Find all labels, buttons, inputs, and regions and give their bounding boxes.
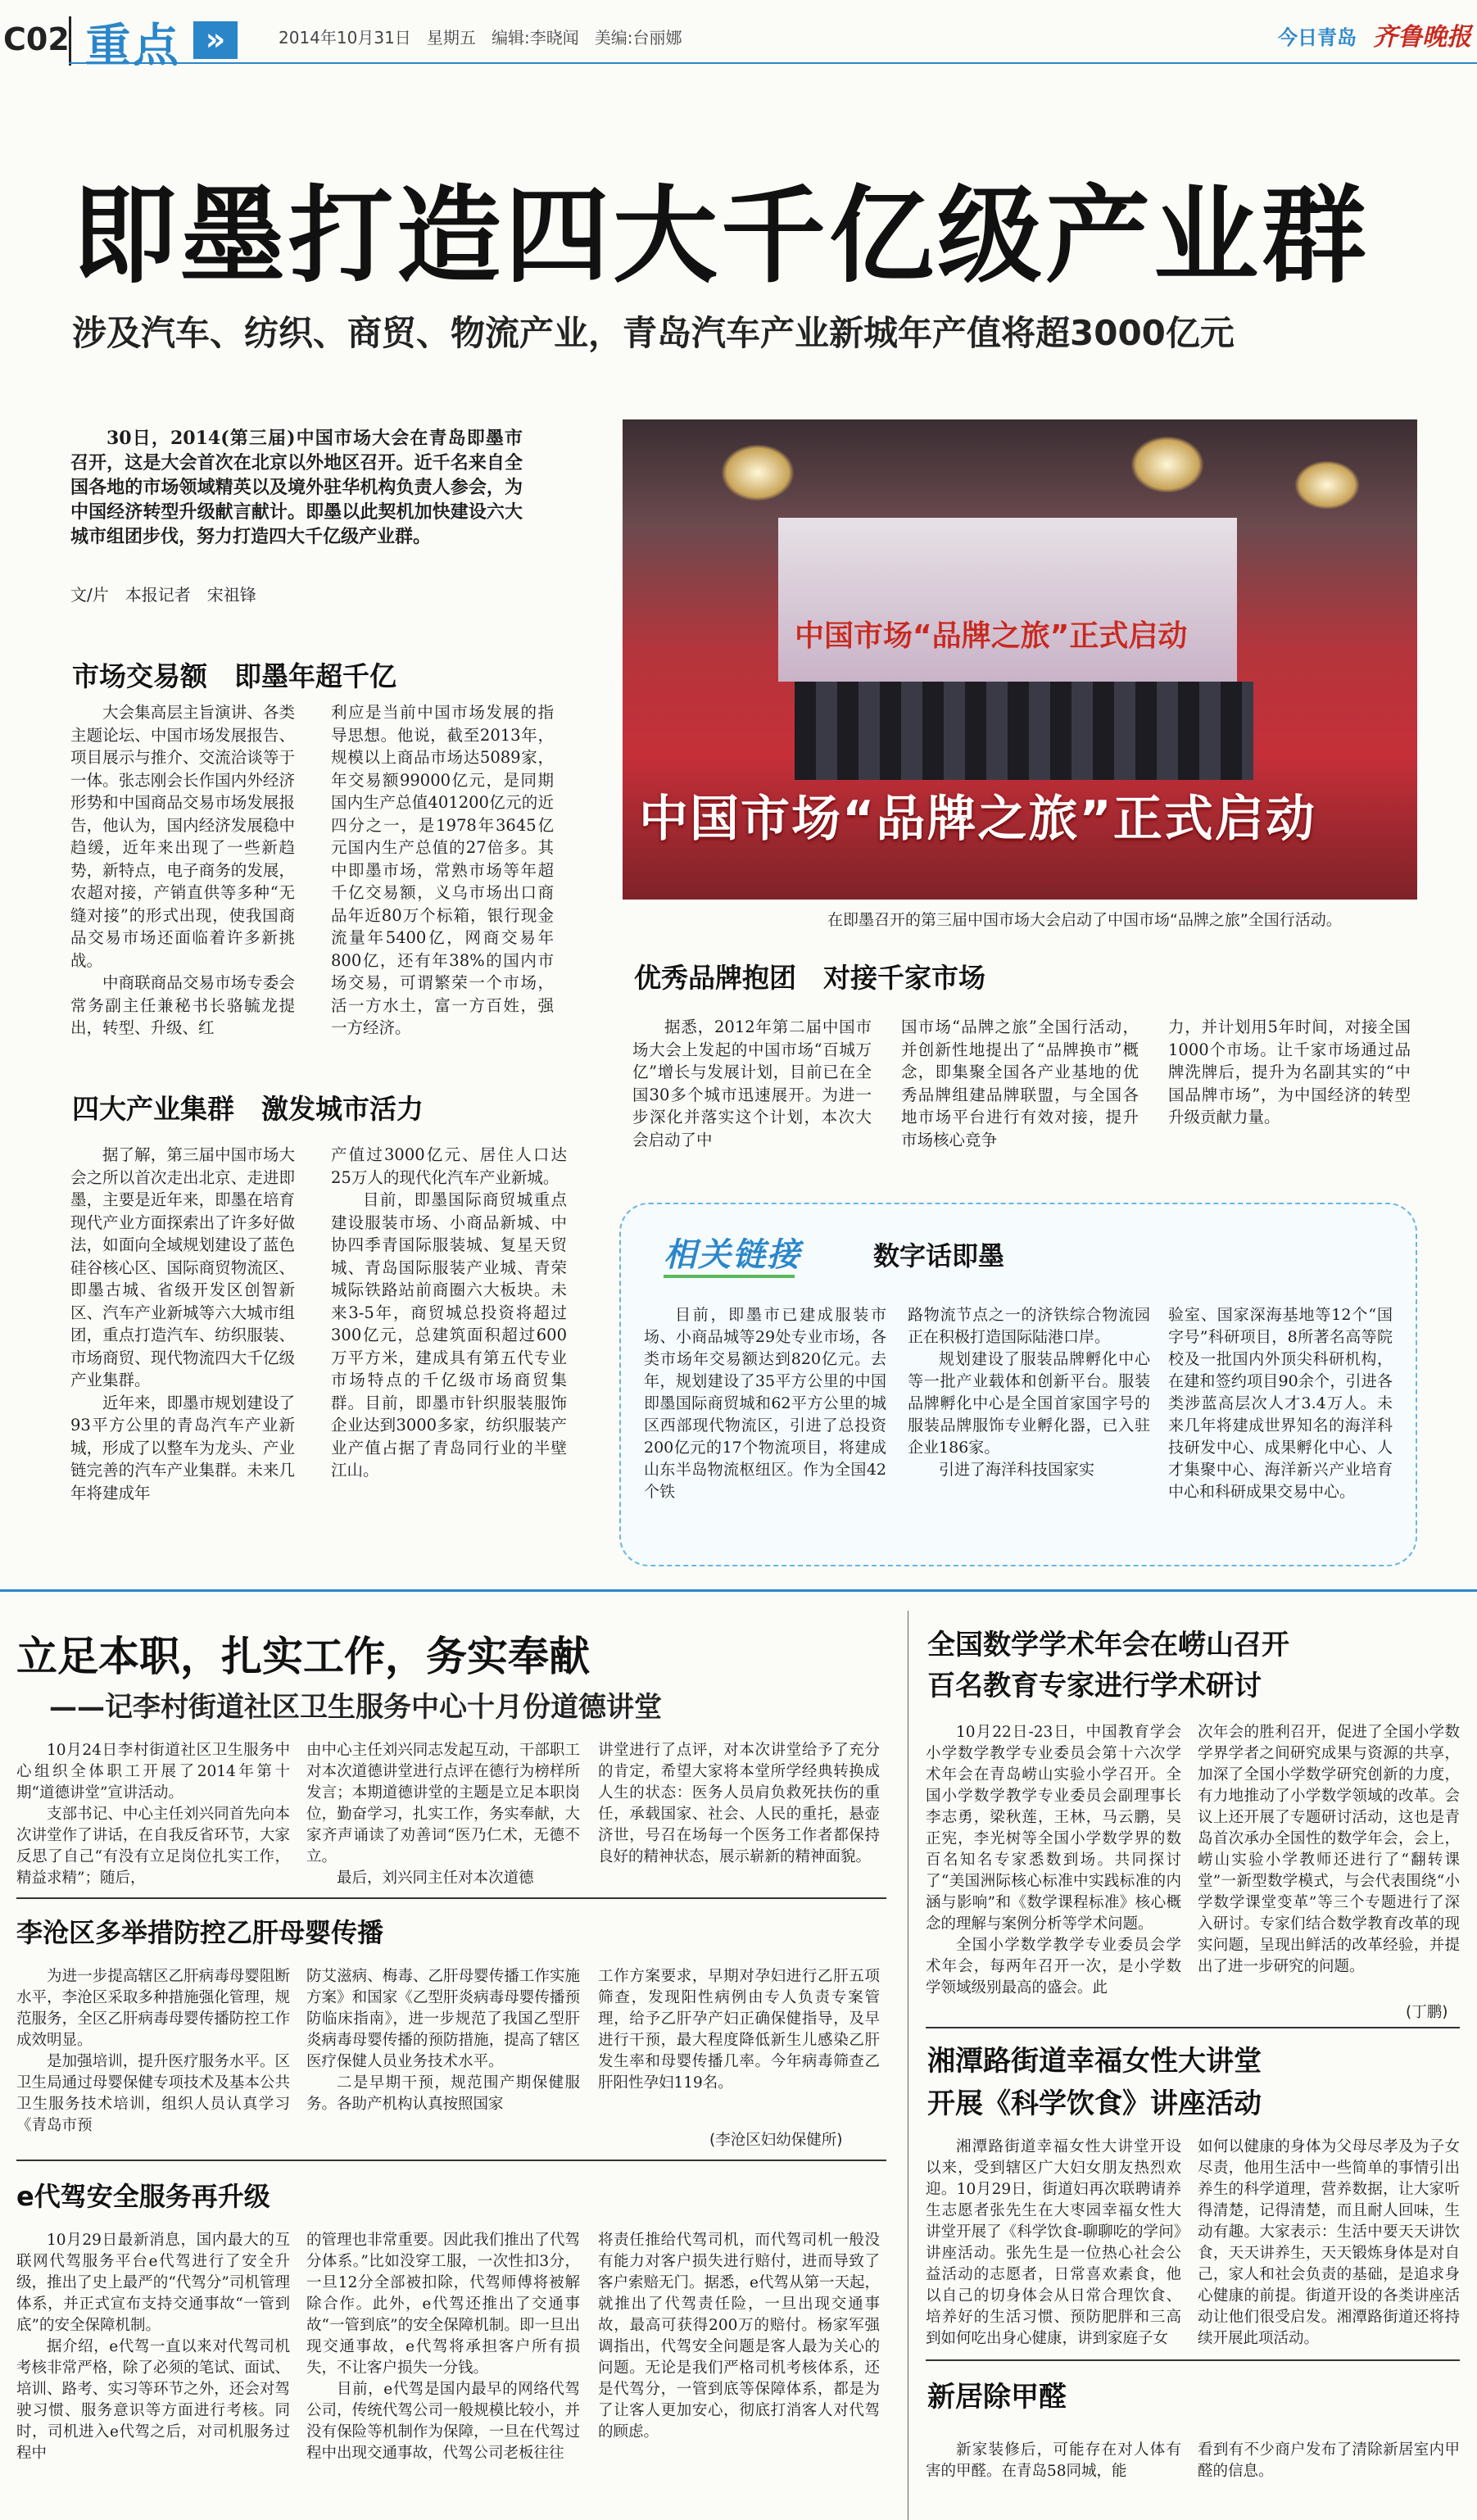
story-e-headline-2: 开展《科学饮食》讲座活动 (927, 2087, 1262, 2120)
related-logo-underline (664, 1275, 795, 1278)
story-e-col1: 湘潭路街道幸福女性大讲堂开设以来，受到辖区广大妇女朋友热烈欢迎。10月29日，街道妇再次联聘请养生志愿者张先生在大枣园幸福女性大讲堂开展了《科学饮食-聊聊吃的学问》讲座活动。张先生是一位热心社会公益活动的志愿者，日常喜欢素食，他以自己的切身体会从日常合理饮食、培养好的生活习惯、预防肥胖和三高到如何吃出身心健康，讲到家庭子女 (926, 2138, 1181, 2347)
story-d-col2: 次年会的胜利召开，促进了全国小学数学界学者之间研究成果与资源的共享，加深了全国小学数学研究创新的力度，有力地推动了小学数学领域的改革。会议上还开展了专题研讨活动，这也是青岛首次承办全国性的数学年会，会上，崂山实验小学教师还进行了“翻转课堂”一新型数学模式，与会代表围绕“小学数学课堂变革”等三个专题进行了深入研讨。专家们结合数学教育改革的现实问题，呈现出鲜活的改革经验，并提出了进一步研究的问题。 (1198, 1724, 1460, 1975)
story-b-col3: 工作方案要求，早期对孕妇进行乙肝五项筛查，发现阳性病例由专人负责专案管理，给予乙肝孕产妇正确保健指导，及早进行干预，最大程度降低新生儿感染乙肝发生率和母婴传播几率。今年病毒筛查乙肝阳性孕妇119名。 (598, 1968, 880, 2092)
column-name: 今日青岛 (1278, 26, 1357, 49)
story-d-headline-1: 全国数学学术年会在崂山召开 (927, 1629, 1289, 1661)
chandelier-left (721, 444, 795, 501)
chandelier-right (1130, 436, 1204, 493)
sec3-col1: 据悉，2012年第二届中国市场大会上发起的中国市场“百城万亿”增长与发展计划，目前已在全国30多个城市迅速展开。为进一步深化并落实这个计划，本次大会启动了中 (632, 1018, 872, 1149)
story-a-b-rule (16, 1897, 886, 1899)
story-b-source: (李沧区妇幼保健所) (709, 2132, 843, 2149)
sec1-col2: 利应是当前中国市场发展的指导思想。他说，截至2013年，规模以上商品市场达5089家，年交易额99000亿元，是同期国内生产总值401200亿元的近四分之一，是1978年3645亿元国内生产总值的27倍多。其中即墨市场，常熟市场等年超千亿交易额，义乌市场出口商品年近80万个标箱，银行现金流量年5400亿，网商交易年800亿，还有年38%的国内市场交易，可谓繁荣一个市场，活一方水土，富一方百姓，强一方经济。 (331, 703, 554, 1037)
story-c-headline: e代驾安全服务再升级 (16, 2181, 270, 2212)
story-a-headline: 立足本职，扎实工作，务实奉献 (16, 1633, 590, 1680)
story-a-col2: 由中心主任刘兴同志发起互动，干部职工对本次道德讲堂进行点评在德行为榜样所发言；本期道德讲堂的主题是立足本职岗位，勤奋学习，扎实工作，务实奉献，大家齐声诵读了劝善词“医乃仁术，无德不立。 最后，刘兴同主任对本次道德 (306, 1742, 580, 1887)
related-col1: 目前，即墨市已建成服装市场、小商品城等29处专业市场，各类市场年交易额达到820亿元。去年，规划建设了35平方公里的中国即墨国际商贸城和62平方公里的城区西部现代物流区，引进了总投资200亿元的17个物流项目，将建成山东半岛物流枢纽区。作为全国42个铁 (644, 1306, 886, 1501)
related-col3: 验室、国家深海基地等12个“国字号”科研项目，8所著名高等院校及一批国内外顶尖科研机构，在建和签约项目90余个，引进各类涉蓝高层次人才3.4万人。未来几年将建成世界知名的海洋科技研发中心、成果孵化中心、人才集聚中心、海洋新兴产业培育中心和科研成果交易中心。 (1168, 1306, 1393, 1501)
sec1-title: 市场交易额 即墨年超千亿 (72, 660, 396, 692)
stage-backdrop (778, 518, 1237, 682)
story-e-f-rule (926, 2359, 1460, 2361)
photo-caption: 在即墨召开的第三届中国市场大会启动了中国市场“品牌之旅”全国行活动。 (827, 911, 1342, 929)
story-b-headline: 李沧区多举措防控乙肝母婴传播 (16, 1917, 384, 1948)
related-title: 数字话即墨 (873, 1240, 1005, 1271)
paper-logo: 齐鲁晚报 (1373, 23, 1471, 52)
page-number: C02 (3, 21, 70, 57)
sec3-col2: 国市场“品牌之旅”全国行活动，并创新性地提出了“品牌换市”概念，即集聚全国各产业基地的优秀品牌组建品牌联盟，与全国各地市场平台进行有效对接，提升市场核心竞争 (901, 1018, 1139, 1149)
sec2-title: 四大产业集群 激发城市活力 (72, 1093, 424, 1125)
story-b-col1: 为进一步提高辖区乙肝病毒母婴阻断水平，李沧区采取多种措施强化管理，规范服务，全区乙肝病毒母婴传播防控工作成效明显。 是加强培训，提升医疗服务水平。区卫生局通过母婴保健专项技术及基本公共卫生服务技术培训，组织人员认真学习《青岛市预 (16, 1968, 290, 2134)
editor-credit: 编辑:李晓闻 (491, 28, 579, 48)
sec1-col1: 大会集高层主旨演讲、各类主题论坛、中国市场发展报告、项目展示与推介、交流洽谈等于一体。张志刚会长作国内外经济形势和中国商品交易市场发展报告，他认为，国内经济发展稳中趋缓，近年来出现了一些新趋势，新特点，电子商务的发展，农超对接，产销直供等多种“无缝对接”的形式出现，使我国商品交易市场还面临着许多新挑战。 中商联商品交易市场专委会常务副主任兼秘书长骆毓龙提出，转型、升级、红 (70, 703, 295, 1037)
story-d-source: (丁鹏) (1406, 2004, 1448, 2021)
page-header (0, 0, 1477, 73)
chandelier-far-right (1294, 460, 1360, 510)
story-d-e-rule (926, 2027, 1460, 2028)
story-a-subhead: ——记李村街道社区卫生服务中心十月份道德讲堂 (49, 1691, 662, 1724)
section-arrow-icon: » (193, 21, 238, 59)
designer-credit: 美编:台丽娜 (594, 28, 682, 48)
sec3-title: 优秀品牌抱团 对接千家市场 (634, 962, 985, 994)
issue-date: 2014年10月31日 (279, 28, 411, 48)
lead-photo (623, 419, 1417, 900)
sec2-col2: 产值过3000亿元、居住人口达25万人的现代化汽车产业新城。 目前，即墨国际商贸城重点建设服装市场、小商品新城、中协四季青国际服装城、复星天贸城、青岛国际服装产业城、青荣城际铁路站前商圈六大板块。未来3-5年，商贸城总投资将超过300亿元，总建筑面积超过600万平方米，建成具有第五代专业市场特点的千亿级市场商贸集群。目前，即墨市针织服装服饰企业达到3000多家，纺织服装产业产值占据了青岛同行业的半壁江山。 (331, 1145, 567, 1480)
story-f-col2: 看到有不少商户发布了清除新居室内甲醛的信息。 (1198, 2441, 1460, 2480)
header-divider (69, 16, 71, 66)
photo-banner: 中国市场“品牌之旅”正式启动 (639, 791, 1316, 848)
story-c-col1: 10月29日最新消息，国内最大的互联网代驾服务平台e代驾进行了安全升级，推出了史上最严的“代驾分”司机管理体系，并正式宣布支持交通事故“一管到底”的安全保障机制。 据介绍，e代驾一直以来对代驾司机考核非常严格，除了必须的笔试、面试、培训、路考、实习等环节之外，还会对驾驶习惯、服务意识等方面进行考核。同时，司机进入e代驾之后，对司机服务过程中 (16, 2232, 290, 2462)
header-rule (69, 62, 1477, 64)
related-logo: 相关链接 (664, 1236, 801, 1274)
lead-subhead: 涉及汽车、纺织、商贸、物流产业，青岛汽车产业新城年产值将超3000亿元 (72, 313, 1235, 353)
issue-weekday: 星期五 (426, 28, 476, 48)
story-a-col1: 10月24日李村街道社区卫生服务中心组织全体职工开展了2014年第十期“道德讲堂”宣讲活动。 支部书记、中心主任刘兴同首先向本次讲堂作了讲话，在自我反省环节，大家反思了自己“有没有立足岗位扎实工作，精益求精”；随后， (16, 1742, 290, 1887)
related-col2: 路物流节点之一的济铁综合物流园正在积极打造国际陆港口岸。 规划建设了服装品牌孵化中心等一批产业载体和创新平台。服装品牌孵化中心是全国首家国字号的服装品牌服饰专业孵化器，已入驻企业186家。 引进了海洋科技国家实 (908, 1306, 1150, 1479)
story-d-col1: 10月22日-23日，中国教育学会小学数学教学专业委员会第十六次学术年会在青岛崂山实验小学召开。全国小学数学教学专业委员会副理事长李志勇，梁秋莲，王林，马云鹏，吴正宪，李光树等全国小学数学界的数百名知名专家悉数到场。共同探讨了“美国洲际核心标准中实践标准的内涵与影响”和《数学课程标准》核心概念的理解与案例分析等学术问题。 全国小学数学教学专业委员会学术年会，每两年召开一次，是小学数学领域级别最高的盛会。此 (926, 1724, 1181, 1997)
lead-intro: 30日，2014(第三届)中国市场大会在青岛即墨市召开，这是大会首次在北京以外地区召开。近千名来自全国各地的市场领域精英以及境外驻华机构负责人参会，为中国经济转型升级献言献计。即墨以此契机加快建设六大城市组团步伐，努力打造四大千亿级产业群。 (70, 428, 523, 547)
lead-headline: 即墨打造四大千亿级产业群 (72, 175, 1371, 297)
stage-people (795, 682, 1253, 780)
story-b-col2: 防艾滋病、梅毒、乙肝母婴传播工作实施方案》和国家《乙型肝炎病毒母婴传播预防临床指南》，进一步规范了我国乙型肝炎病毒母婴传播的预防措施，提高了辖区医疗保健人员业务技术水平。 二是早期干预，规范围产期保健服务。各助产机构认真按照国家 (306, 1968, 580, 2113)
story-a-col3: 讲堂进行了点评，对本次讲堂给予了充分的肯定，希望大家将本堂所学经典转换成人生的状态：医务人员肩负救死扶伤的重任，承载国家、社会、人民的重托，悬壶济世，号召在场每一个医务工作者都保持良好的精神状态，展示崭新的精神面貌。 (598, 1742, 880, 1865)
story-f-headline: 新居除甲醛 (927, 2381, 1067, 2413)
photo-screen-text: 中国市场“品牌之旅”正式启动 (795, 619, 1188, 653)
sec3-col3: 力，并计划用5年时间，对接全国1000个市场。让千家市场通过品牌洗牌后，提升为名副其实的“中国品牌市场”，为中国经济的转型升级贡献力量。 (1168, 1018, 1411, 1126)
sec2-col1: 据了解，第三届中国市场大会之所以首次走出北京、走进即墨，主要是近年来，即墨在培育现代产业方面探索出了许多好做法，如面向全域规划建设了蓝色硅谷核心区、国际商贸物流区、即墨古城、省级开发区创智新区、汽车产业新城等六大城市组团，重点打造汽车、纺织服装、市场商贸、现代物流四大千亿级产业集群。 近年来，即墨市规划建设了93平方公里的青岛汽车产业新城，形成了以整车为龙头、产业链完善的汽车产业集群。未来几年将建成年 (70, 1145, 295, 1502)
story-b-c-rule (16, 2160, 886, 2161)
story-c-col2: 的管理也非常重要。因此我们推出了代驾分体系。”比如没穿工服，一次性扣3分，一旦12分全部被扣除，代驾师傅将被解除合作。此外，e代驾还推出了交通事故“一管到底”的安全保障机制。即一旦出现交通事故，e代驾将承担客户所有损失，不让客户损失一分钱。 目前，e代驾是国内最早的网络代驾公司，传统代驾公司一般规模比较小，并没有保险等机制作为保障，一旦在代驾过程中出现交通事故，代驾公司老板往往 (306, 2232, 580, 2462)
lower-separator (0, 1589, 1477, 1592)
story-c-col3: 将责任推给代驾司机，而代驾司机一般没有能力对客户损失进行赔付，进而导致了客户索赔无门。据悉，e代驾从第一天起，就推出了代驾责任险，一旦出现交通事故，最高可获得200万的赔付。杨家军强调指出，代驾安全问题是客人最为关心的问题。无论是我们严格司机考核体系，还是代驾分，一管到底等保障体系，都是为了让客人更加安心，彻底打消客人对代驾的顾虑。 (598, 2232, 880, 2441)
story-e-col2: 如何以健康的身体为父母尽孝及为子女尽责，他用生活中一些简单的事情引出养生的科学道理，营养数据，让大家听得清楚，记得清楚，而且耐人回味，生动有趣。大家表示：生活中要天天讲饮食，天天讲养生，天天锻炼身体是对自己，家人和社会负责的基础，是追求身心健康的前提。街道开设的各类讲座活动让他们很受启发。湘潭路街道还将持续开展此项活动。 (1198, 2138, 1460, 2347)
story-f-col1: 新家装修后，可能存在对人体有害的甲醛。在青岛58同城，能 (926, 2441, 1181, 2480)
story-e-headline-1: 湘潭路街道幸福女性大讲堂 (927, 2045, 1262, 2078)
story-d-headline-2: 百名教育专家进行学术研讨 (927, 1670, 1262, 1702)
section-label: 重点 (85, 20, 180, 73)
lead-byline: 文/片 本报记者 宋祖锋 (70, 585, 256, 605)
